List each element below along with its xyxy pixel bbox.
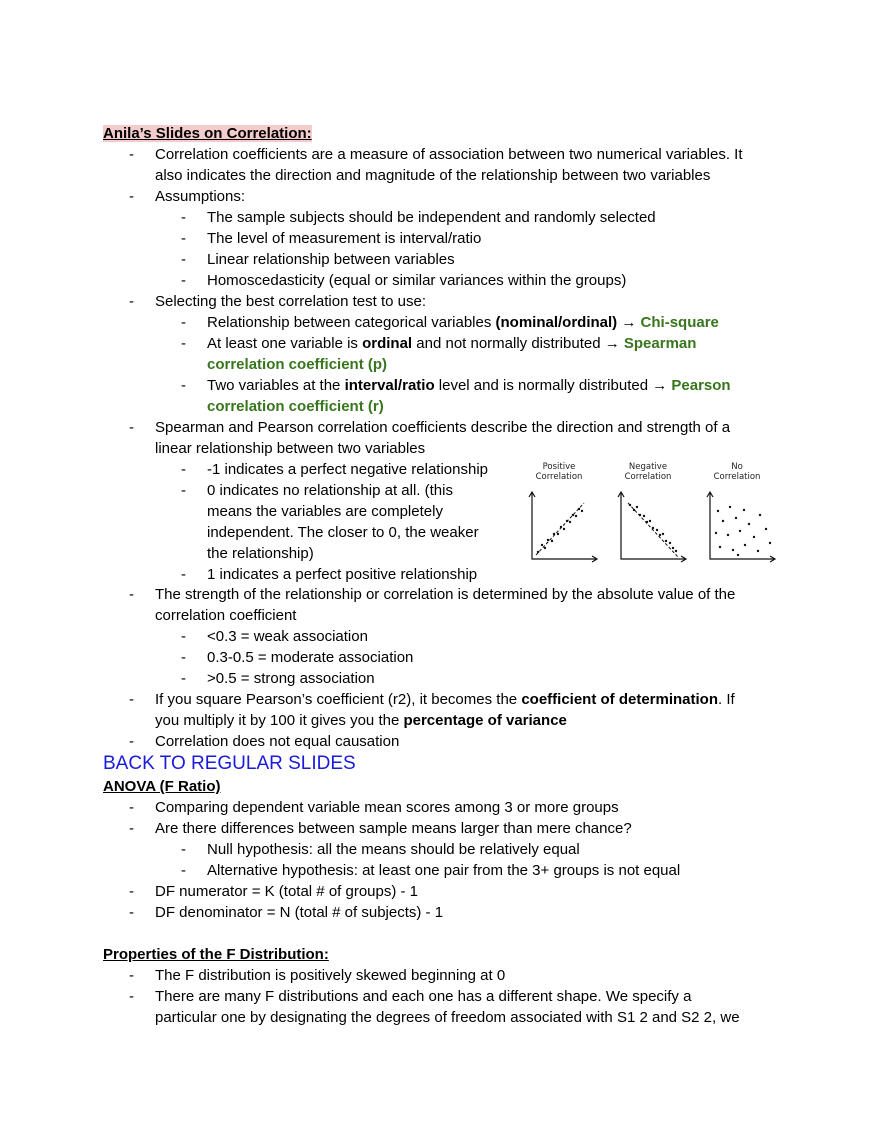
f-dist-item: The F distribution is positively skewed beginning at 0 [155,967,506,984]
positive-axes [529,492,597,562]
bold-run: percentage of variance [403,712,567,729]
bullet-dash: - [181,628,186,645]
test-chi-square-item [207,313,719,333]
bullet-dash: - [181,209,186,226]
text-run: you multiply it by 100 it gives you the [155,712,404,729]
null-hypothesis-item: Null hypothesis: all the means should be relatively equal [207,841,580,858]
bullet-dash: - [181,230,186,247]
test-spearman-item [207,334,696,354]
spearman-pearson-line1: Spearman and Pearson correlation coefficients describe the direction and strength of a [155,419,731,436]
bullet-dash: - [181,649,186,666]
bullet-dash: - [181,862,186,879]
alt-hypothesis-item: Alternative hypothesis: at least one pair from the 3+ groups is not equal [207,862,681,879]
bullet-dash: - [181,377,186,394]
determination-line1 [155,690,735,710]
no-corr-points [715,506,771,556]
bullet-dash: - [181,461,186,478]
bullet-dash: - [129,820,134,837]
text-run: level and is normally distributed → [434,377,672,394]
assumption-item: Homoscedasticity (equal or similar variances within the groups) [207,272,627,289]
bullet-dash: - [181,482,186,499]
no-corr-label-line1: No [731,462,743,472]
bullet-dash: - [181,335,186,352]
f-dist-item-line2: particular one by designating the degrees of freedom associated with S1 2 and S2 2, we [155,1009,740,1026]
bullet-dash: - [129,146,134,163]
corr-definition-line2: also indicates the direction and magnitude of the relationship between two variables [155,167,711,184]
strength-moderate: 0.3-0.5 = moderate association [207,649,414,666]
selecting-test-label: Selecting the best correlation test to use: [155,293,426,310]
bullet-dash: - [129,293,134,310]
assumptions-label: Assumptions: [155,188,246,205]
bullet-dash: - [181,251,186,268]
coef-zero-line1: 0 indicates no relationship at all. (this [207,482,453,499]
assumption-item: The level of measurement is interval/ratio [207,230,482,247]
bullet-dash: - [129,733,134,750]
green-run: Chi-square [640,314,719,331]
bullet-dash: - [129,967,134,984]
strength-strong: >0.5 = strong association [207,670,375,687]
strength-weak: <0.3 = weak association [207,628,368,645]
text-run: Two variables at the [207,377,345,394]
text-run: and not normally distributed → [412,335,624,352]
positive-label-line2: Correlation [535,472,583,482]
test-pearson-line2: correlation coefficient (r) [207,398,384,415]
green-run: Pearson [671,377,731,394]
coef-positive-item: 1 indicates a perfect positive relationship [207,566,478,583]
back-to-regular-slides-link[interactable]: BACK TO REGULAR SLIDES [103,753,356,774]
corr-definition-line1: Correlation coefficients are a measure of association between two numerical variables. It [155,146,743,163]
bullet-dash: - [129,904,134,921]
green-run: Spearman [623,335,697,352]
text-run: If you square Pearson’s coefficient (r2), it becomes the [155,691,522,708]
bullet-dash: - [129,883,134,900]
bullet-dash: - [181,314,186,331]
correlation-header [103,124,312,144]
anova-item: Comparing dependent variable mean scores among 3 or more groups [155,799,619,816]
no-corr-axes [707,492,775,562]
bullet-dash: - [181,670,186,687]
test-pearson-item [207,376,731,396]
bold-run: (nominal/ordinal) [495,314,618,331]
positive-trend-line [536,503,584,555]
strength-line2: correlation coefficient [155,607,297,624]
assumption-item: The sample subjects should be independent and randomly selected [207,209,656,226]
no-corr-label-line2: Correlation [713,472,761,482]
coef-zero-line4: the relationship) [207,545,314,562]
coef-zero-line2: means the variables are completely [207,503,443,520]
assumption-item: Linear relationship between variables [207,251,455,268]
spearman-pearson-line2: linear relationship between two variables [155,440,426,457]
anova-item: Are there differences between sample means larger than mere chance? [155,820,632,837]
anova-header: ANOVA (F Ratio) [103,778,221,795]
test-spearman-line2: correlation coefficient (p) [207,356,388,373]
bullet-dash: - [129,691,134,708]
bullet-dash: - [181,566,186,583]
arrow-run: → [617,314,641,331]
bullet-dash: - [181,841,186,858]
bold-run: interval/ratio [344,377,435,394]
negative-label-line1: Negative [628,462,668,472]
correlation-header-text: Anila’s Slides on Correlation: [103,125,312,142]
bullet-dash: - [129,799,134,816]
negative-trend-line [628,503,678,557]
positive-label-line1: Positive [542,462,576,472]
f-dist-item-line1: There are many F distributions and each one has a different shape. We specify a [155,988,692,1005]
bullet-dash: - [129,188,134,205]
df-numerator-item: DF numerator = K (total # of groups) - 1 [155,883,419,900]
negative-label-line2: Correlation [624,472,672,482]
text-run: Relationship between categorical variables [207,314,496,331]
strength-line1: The strength of the relationship or correlation is determined by the absolute value of the [155,586,736,603]
coef-zero-line3: independent. The closer to 0, the weaker [207,524,479,541]
f-distribution-header: Properties of the F Distribution: [103,946,329,963]
bullet-dash: - [181,272,186,289]
df-denominator-item: DF denominator = N (total # of subjects) - 1 [155,904,444,921]
bold-run: coefficient of determination [521,691,718,708]
bullet-dash: - [129,586,134,603]
bullet-dash: - [129,988,134,1005]
causation-item: Correlation does not equal causation [155,733,400,750]
determination-line2 [155,711,567,731]
correlation-types-figure [520,455,785,567]
coef-negative-item: -1 indicates a perfect negative relationship [207,461,489,478]
bullet-dash: - [129,419,134,436]
text-run: . If [718,691,735,708]
bold-run: ordinal [362,335,413,352]
text-run: At least one variable is [207,335,363,352]
